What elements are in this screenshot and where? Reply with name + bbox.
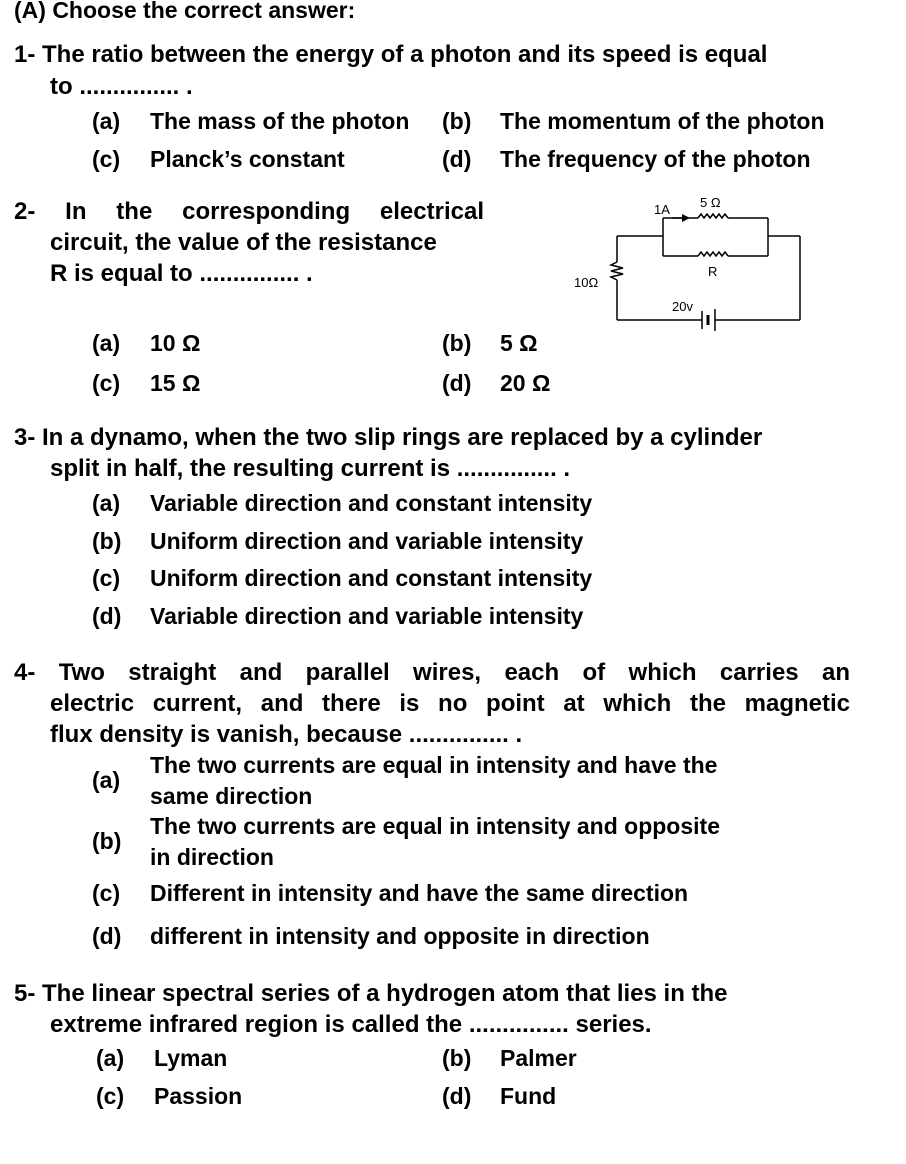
q4-option-a-line-1[interactable]: The two currents are equal in intensity and have the xyxy=(150,752,718,778)
q4-option-a-line-2[interactable]: same direction xyxy=(150,783,313,809)
q1-stem-line-2: to ............... . xyxy=(50,73,193,100)
q2-stem-line-3: R is equal to ............... . xyxy=(50,260,313,287)
q5-option-a[interactable]: (a) Lyman xyxy=(96,1045,228,1071)
q1-option-d[interactable]: (d) The frequency of the photon xyxy=(442,146,811,172)
q4-option-c[interactable]: (c) Different in intensity and have the same direction xyxy=(92,880,689,906)
section-heading: (A) Choose the correct answer: xyxy=(14,0,356,23)
q2-option-d[interactable]: (d) 20 Ω xyxy=(442,370,551,396)
q4-stem-line-2: electric current, and there is no point at which the magnetic xyxy=(50,690,850,717)
q4-option-d[interactable]: (d) different in intensity and opposite in direction xyxy=(92,923,650,949)
q1-stem-line-1: 1- The ratio between the energy of a photon and its speed is equal xyxy=(14,41,768,68)
q3-stem-line-1: 3- In a dynamo, when the two slip rings are replaced by a cylinder xyxy=(14,424,763,451)
q4-option-b-label[interactable]: (b) xyxy=(92,828,122,854)
q2-stem-line-2: circuit, the value of the resistance xyxy=(50,229,437,256)
q5-stem-line-2: extreme infrared region is called the ............... series. xyxy=(50,1011,652,1038)
q1-option-a[interactable]: (a) The mass of the photon xyxy=(92,108,410,134)
q2-option-b[interactable]: (b) 5 Ω xyxy=(442,330,538,356)
inner-resistor-label: R xyxy=(708,264,718,279)
q4-option-b-line-2[interactable]: in direction xyxy=(150,844,274,870)
q5-stem-line-1: 5- The linear spectral series of a hydrogen atom that lies in the xyxy=(14,980,728,1007)
left-resistor-label: 10Ω xyxy=(574,275,599,290)
q2-stem-line-1: 2- In the corresponding electrical xyxy=(14,198,484,225)
q5-option-b[interactable]: (b) Palmer xyxy=(442,1045,577,1071)
q4-option-b-line-1[interactable]: The two currents are equal in intensity and opposite xyxy=(150,813,720,839)
current-arrow-icon xyxy=(682,214,690,222)
q4-stem-line-3: flux density is vanish, because ............... . xyxy=(50,721,523,748)
q1-option-c[interactable]: (c) Planck’s constant xyxy=(92,146,345,172)
circuit-diagram xyxy=(560,190,810,340)
q2-option-a[interactable]: (a) 10 Ω xyxy=(92,330,201,356)
q4-stem-line-1: 4- Two straight and parallel wires, each of which carries an xyxy=(14,659,850,686)
current-label: 1A xyxy=(654,202,670,217)
q3-stem-line-2: split in half, the resulting current is ............... . xyxy=(50,455,571,482)
q3-option-b[interactable]: (b) Uniform direction and variable intensity xyxy=(92,528,584,554)
q2-option-c[interactable]: (c) 15 Ω xyxy=(92,370,201,396)
q3-option-a[interactable]: (a) Variable direction and constant intensity xyxy=(92,490,593,516)
q4-option-a-label[interactable]: (a) xyxy=(92,767,121,793)
q3-option-c[interactable]: (c) Uniform direction and constant intensity xyxy=(92,565,593,591)
q1-option-b[interactable]: (b) The momentum of the photon xyxy=(442,108,825,134)
q5-option-d[interactable]: (d) Fund xyxy=(442,1083,557,1109)
q5-option-c[interactable]: (c) Passion xyxy=(96,1083,243,1109)
q3-option-d[interactable]: (d) Variable direction and variable intensity xyxy=(92,603,584,629)
top-resistor-label: 5 Ω xyxy=(700,195,721,210)
battery-label: 20v xyxy=(672,299,693,314)
